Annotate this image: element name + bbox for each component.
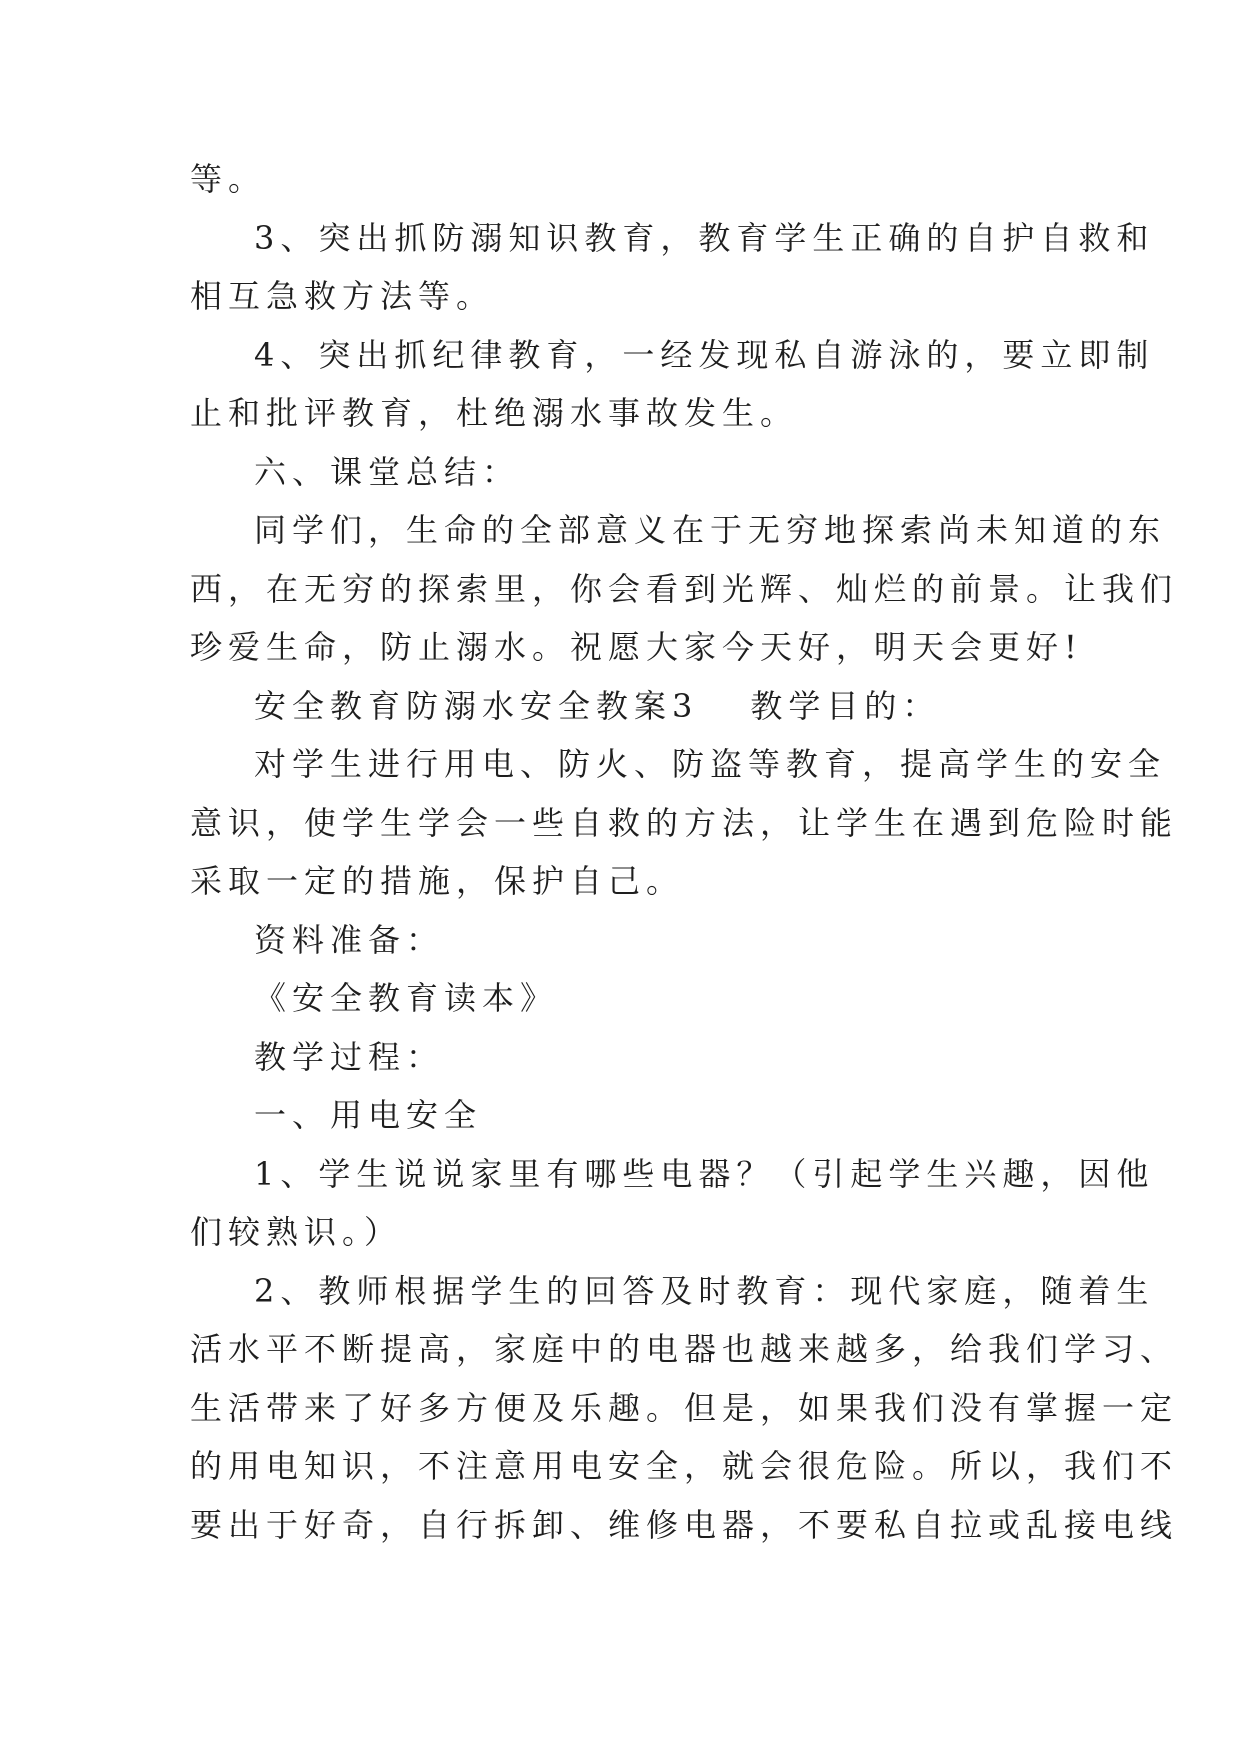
- text-line: 1、学生说说家里有哪些电器？（引起学生兴趣，因他: [254, 1154, 1155, 1193]
- text-line: 相互急救方法等。: [190, 277, 495, 315]
- text-line: 的用电知识，不注意用电安全，就会很危险。所以，我们不: [190, 1447, 1179, 1485]
- document-body: [190, 150, 1179, 1554]
- lesson-title: 安全教育防溺水安全教案3: [254, 686, 699, 725]
- text-line: 2、教师根据学生的回答及时教育：现代家庭，随着生: [254, 1271, 1155, 1310]
- text-line: 采取一定的措施，保护自己。: [190, 862, 685, 900]
- text-line: 活水平不断提高，家庭中的电器也越来越多，给我们学习、: [190, 1330, 1179, 1368]
- section-heading: 教学过程：: [254, 1037, 445, 1076]
- text-line: 西，在无穷的探索里，你会看到光辉、灿烂的前景。让我们: [190, 569, 1179, 608]
- section-heading: 一、用电安全: [254, 1096, 483, 1134]
- text-line: 《安全教育读本》: [254, 979, 559, 1017]
- text-line: 4、突出抓纪律教育，一经发现私自游泳的，要立即制: [254, 335, 1155, 374]
- text-line: 3、突出抓防溺知识教育，教育学生正确的自护自救和: [254, 218, 1155, 257]
- teaching-goal-heading: 教学目的：: [750, 686, 941, 725]
- text-line: 珍爱生命，防止溺水。祝愿大家今天好，明天会更好!: [190, 628, 1083, 666]
- text-line: 们较熟识。）: [190, 1213, 403, 1251]
- text-line: 同学们，生命的全部意义在于无穷地探索尚未知道的东: [254, 511, 1167, 549]
- text-line: 要出于好奇，自行拆卸、维修电器，不要私自拉或乱接电线: [190, 1505, 1179, 1544]
- section-heading: 资料准备：: [254, 920, 445, 959]
- text-line: 生活带来了好多方便及乐趣。但是，如果我们没有掌握一定: [190, 1388, 1179, 1427]
- text-line: 等。: [190, 160, 267, 198]
- text-line: 对学生进行用电、防火、防盗等教育，提高学生的安全: [254, 745, 1167, 783]
- text-line: 意识，使学生学会一些自救的方法，让学生在遇到危险时能: [190, 803, 1179, 842]
- lesson-title-line: [190, 677, 1050, 736]
- text-line: 止和批评教育，杜绝溺水事故发生。: [190, 394, 799, 432]
- section-heading: 六、课堂总结：: [254, 452, 521, 491]
